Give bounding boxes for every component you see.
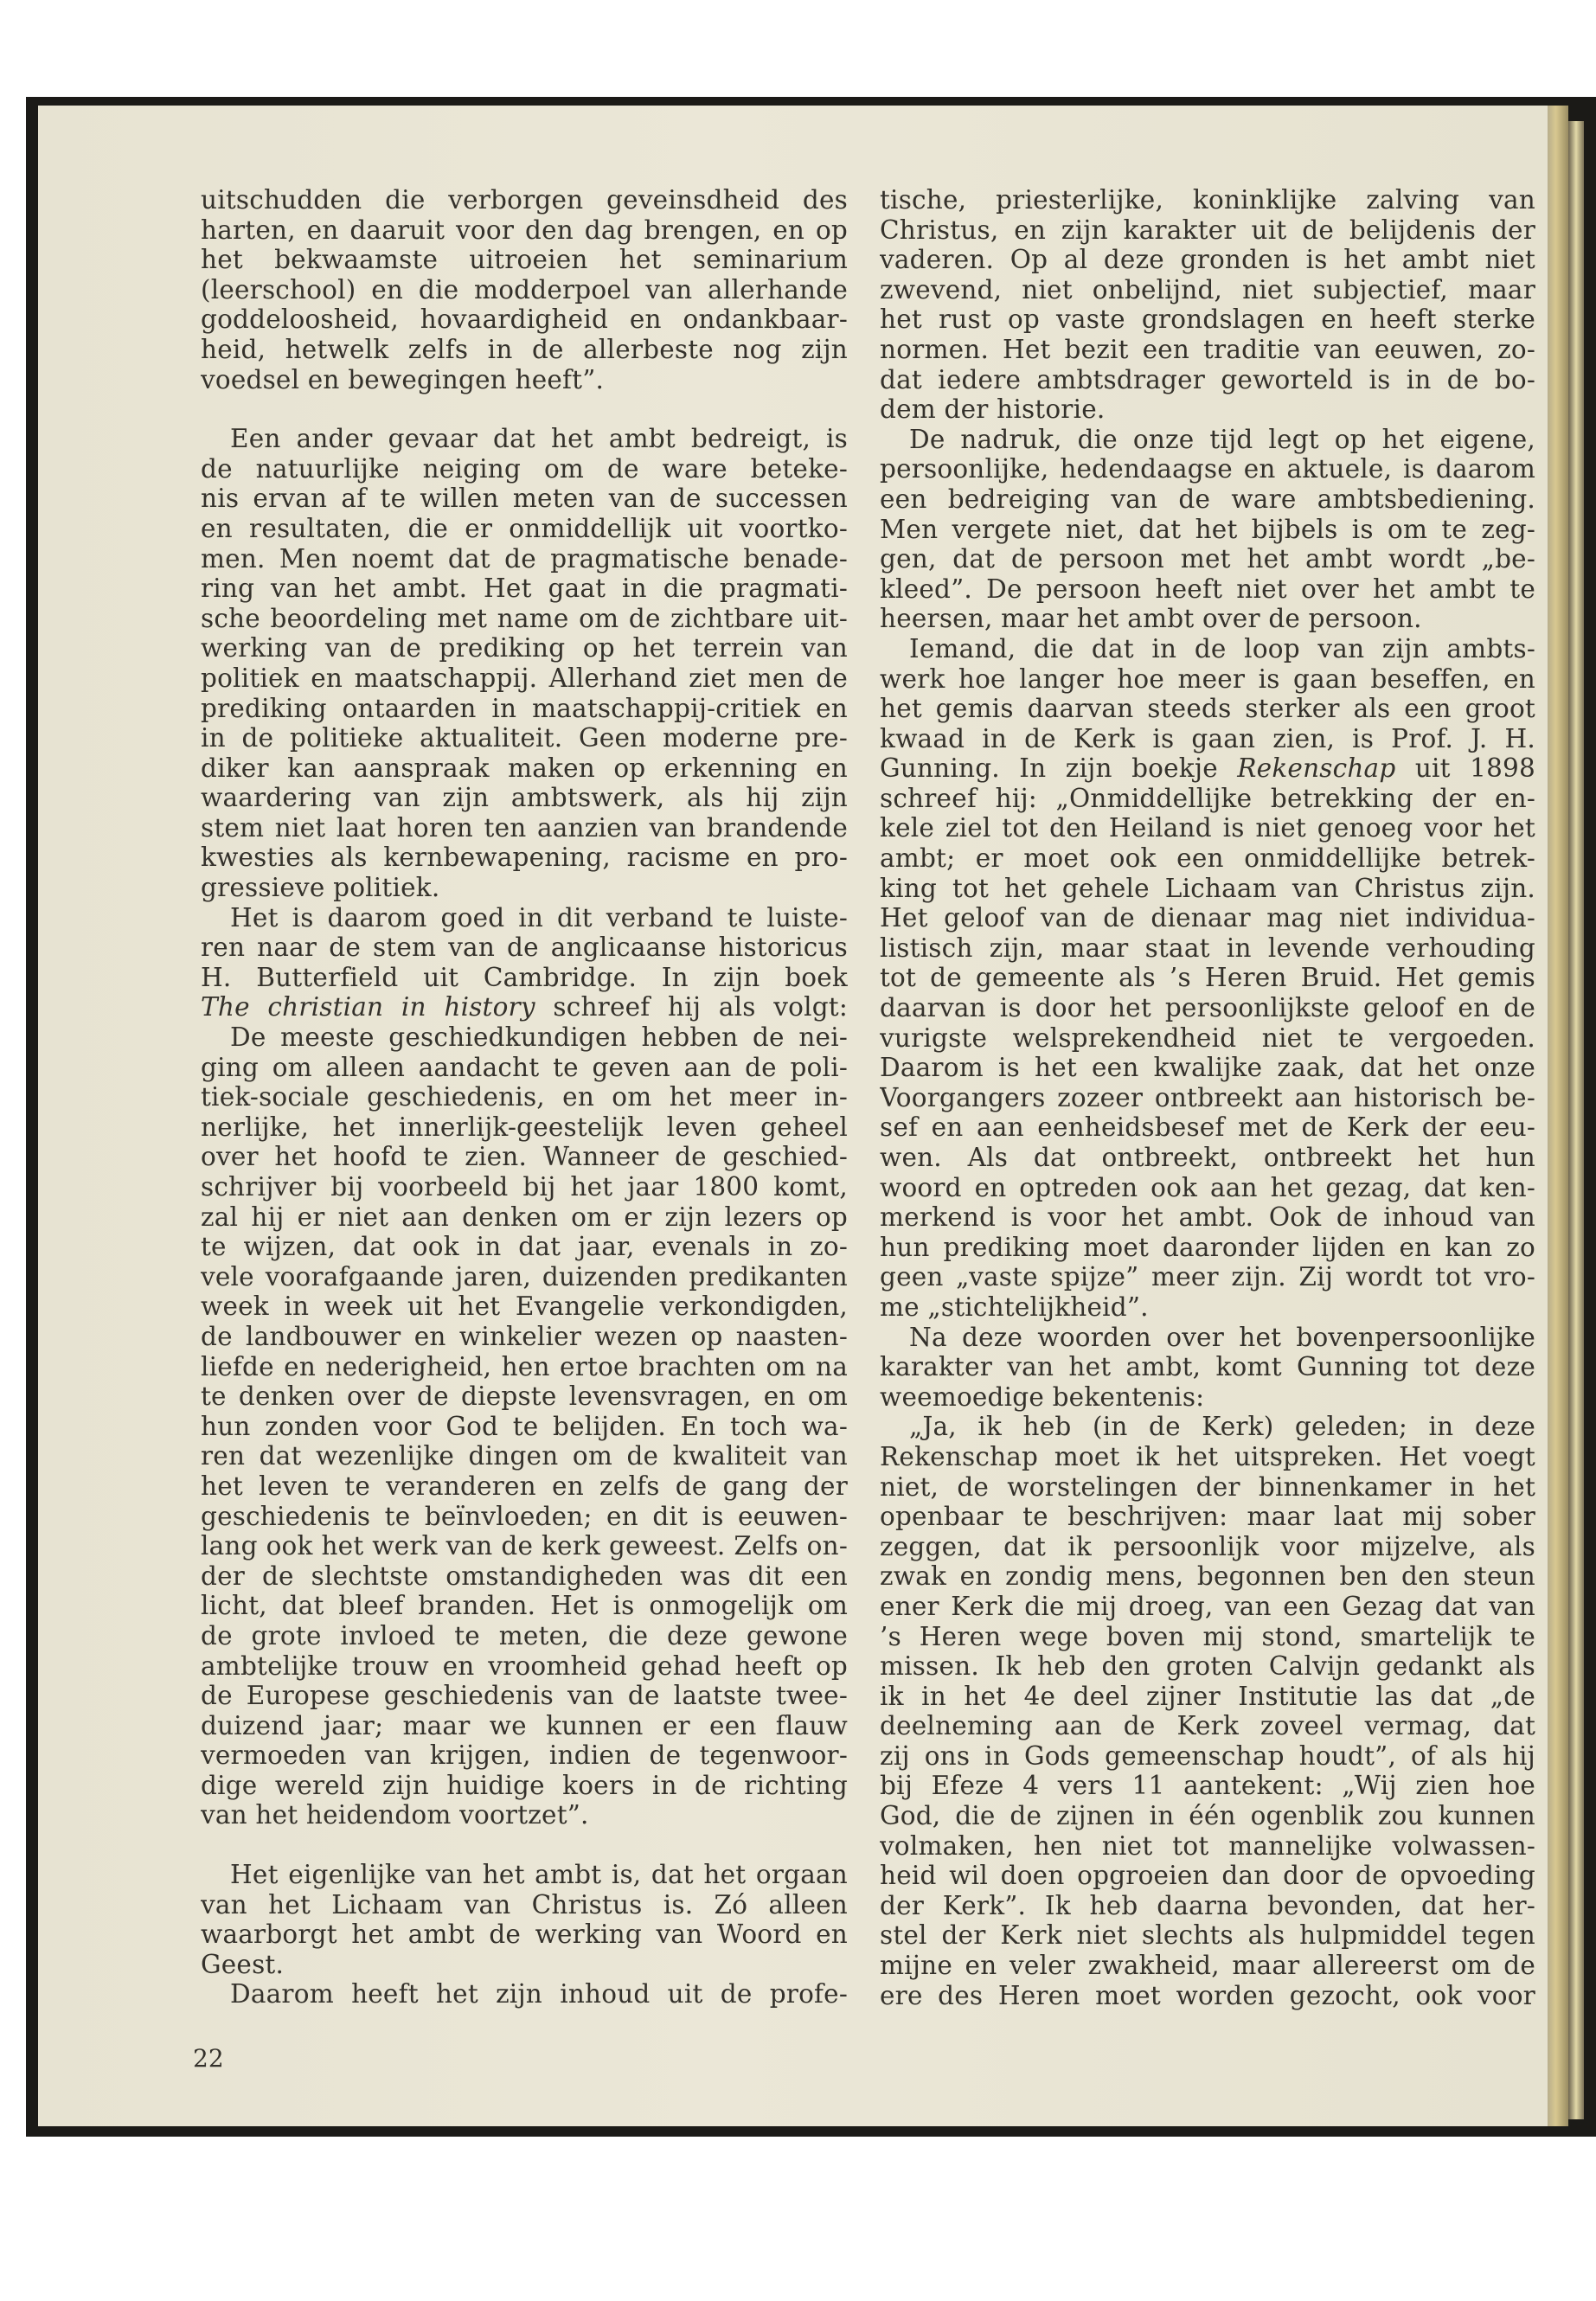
text-line: hun zonden voor God te belijden. En toch wa- (201, 1411, 848, 1441)
text-line: Het eigenlijke van het ambt is, dat het orgaan (230, 1860, 848, 1890)
text-line: (leerschool) en die modderpoel van allerhande (201, 274, 848, 304)
text-line: Men vergete niet, dat het bijbels is om te zeg- (880, 514, 1535, 544)
text-line: het leven te veranderen en zelfs de gang der (201, 1471, 848, 1501)
text-line: listisch zijn, maar staat in levende verhouding (880, 933, 1535, 963)
text-line: zeggen, dat ik persoonlijk voor mijzelve, als (880, 1531, 1535, 1561)
italic-title: Rekenschap (1237, 753, 1396, 784)
text-line: persoonlijke, hedendaagse en aktuele, is daarom (880, 454, 1535, 484)
text-line: ren naar de stem van de anglicaanse historicus (201, 933, 848, 963)
text-line: vele voorafgaande jaren, duizenden predikanten (201, 1261, 848, 1292)
paragraph-gap (201, 1830, 848, 1860)
text-line: van het heidendom voortzet”. (201, 1800, 589, 1830)
text-line: kleed”. De persoon heeft niet over het ambt te (880, 574, 1535, 604)
text-line: „Ja, ik heb (in de Kerk) geleden; in deze (909, 1412, 1535, 1442)
text-line: prediking ontaarden in maatschappij-critiek en (201, 693, 848, 723)
text-line: vurigste welsprekendheid niet te vergoeden. (880, 1022, 1535, 1053)
text-line: licht, dat bleef branden. Het is onmogelijk om (201, 1591, 848, 1621)
text-line: voedsel en bewegingen heeft”. (201, 364, 605, 394)
text-line: schreef hij: „Onmiddellijke betrekking der en- (880, 783, 1535, 813)
text-line: Het is daarom goed in dit verband te luiste- (230, 902, 848, 933)
text-line: zwevend, niet onbelijnd, niet subjectief, maar (880, 274, 1535, 304)
text-line: en resultaten, die er onmiddellijk uit voortko- (201, 513, 848, 543)
text-line: week in week uit het Evangelie verkondigden, (201, 1292, 848, 1322)
text-line: deelneming aan de Kerk zoveel vermag, dat (880, 1711, 1535, 1741)
text-line: lang ook het werk van de kerk geweest. Zelfs on- (201, 1531, 848, 1561)
text-line: de grote invloed te meten, die deze gewone (201, 1620, 848, 1650)
text-line: ren dat wezenlijke dingen om de kwaliteit van (201, 1441, 848, 1471)
paragraph-gap (201, 394, 848, 424)
text-line: uitschudden die verborgen geveinsdheid des (201, 185, 848, 215)
text-line: een bedreiging van de ware ambtsbediening. (880, 484, 1535, 514)
text-line: normen. Het bezit een traditie van eeuwen, zo- (880, 334, 1535, 364)
text-line: hun prediking moet daaronder lijden en kan zo (880, 1232, 1535, 1262)
text-line: politiek en maatschappij. Allerhand ziet men de (201, 663, 848, 693)
text-line: volmaken, hen niet tot mannelijke volwassen- (880, 1830, 1535, 1861)
text-line: het gemis daarvan steeds sterker als een groot (880, 694, 1535, 724)
text-line: werking van de prediking op het terrein van (201, 633, 848, 663)
text-line: de natuurlijke neiging om de ware beteke- (201, 453, 848, 484)
text-line: kwaad in de Kerk is gaan zien, is Prof. J. H. (880, 723, 1535, 753)
text-line: ging om alleen aandacht te geven aan de poli- (201, 1052, 848, 1082)
text-line: tische, priesterlijke, koninklijke zalving van (880, 185, 1535, 215)
text-line: nerlijke, het innerlijk-geestelijk leven geheel (201, 1112, 848, 1142)
text-line: Na deze woorden over het bovenpersoonlijke (909, 1322, 1535, 1352)
text-line: Christus, en zijn karakter uit de belijdenis der (880, 215, 1535, 245)
text-line: diker kan aanspraak maken op erkenning en (201, 753, 848, 783)
text-line: vermoeden van krijgen, indien de tegenwoor- (201, 1740, 848, 1771)
text-line: heid wil doen opgroeien dan door de opvoeding (880, 1861, 1535, 1891)
text-line: dat iedere ambtsdrager geworteld is in de bo- (880, 364, 1535, 394)
text-line: dige wereld zijn huidige koers in de richting (201, 1770, 848, 1800)
text-line: der de slechtste omstandigheden was dit een (201, 1561, 848, 1591)
text-line: daarvan is door het persoonlijkste geloof en de (880, 993, 1535, 1023)
text-line: bij Efeze 4 vers 11 aantekent: „Wij zien hoe (880, 1771, 1535, 1801)
text-line: zal hij er niet aan denken om er zijn lezers op (201, 1202, 848, 1232)
text-line: merkend is voor het ambt. Ook de inhoud van (880, 1202, 1535, 1233)
page-edge-shadow (1568, 121, 1584, 2119)
text-line: harten, en daaruit voor den dag brengen, en op (201, 215, 848, 245)
text-line: ik in het 4e deel zijner Institutie las dat „de (880, 1681, 1535, 1711)
text-line: kwesties als kernbewapening, racisme en pro- (201, 843, 848, 873)
text-line: ’s Heren wege boven mij stond, smartelijk te (880, 1621, 1535, 1651)
text-line: gen, dat de persoon met het ambt wordt „be- (880, 544, 1535, 574)
text-line: nis ervan af te willen meten van de successen (201, 484, 848, 514)
text-line: wen. Als dat ontbreekt, ontbreekt het hun (880, 1143, 1535, 1172)
text-line: vaderen. Op al deze gronden is het ambt niet (880, 245, 1535, 275)
text-line: Voorgangers zozeer ontbreekt aan historisch be- (880, 1082, 1535, 1112)
text-line: heersen, maar het ambt over de persoon. (880, 604, 1422, 634)
text-line: duizend jaar; maar we kunnen er een flauw (201, 1710, 848, 1740)
text-line: het rust op vaste grondslagen en heeft sterke (880, 304, 1535, 335)
right-text-column (880, 185, 1535, 2010)
text-line: sef en aan eenheidsbesef met de Kerk der eeu- (880, 1112, 1535, 1143)
text-line: me „stichtelijkheid”. (880, 1292, 1149, 1322)
text-line: stem niet laat horen ten aanzien van brandende (201, 812, 848, 843)
text-line: Een ander gevaar dat het ambt bedreigt, is (230, 424, 848, 454)
text-line: Gunning. In zijn boekje Rekenschap uit 1898 (880, 753, 1535, 784)
text-line: werk hoe langer hoe meer is gaan beseffen, en (880, 663, 1535, 694)
text-line: Daarom is het een kwalijke zaak, dat het onze (880, 1053, 1535, 1083)
text-line: God, die de zijnen in één ogenblik zou kunnen (880, 1801, 1535, 1831)
text-line: dem der historie. (880, 394, 1106, 425)
text-line: ambt; er moet ook een onmiddellijke betrek- (880, 843, 1535, 874)
text-line: heid, hetwelk zelfs in de allerbeste nog zijn (201, 334, 848, 364)
text-line: mijne en veler zwakheid, maar allereerst om de (880, 1951, 1535, 1981)
text-line: men. Men noemt dat de pragmatische benade- (201, 543, 848, 574)
text-line: karakter van het ambt, komt Gunning tot deze (880, 1352, 1535, 1382)
text-line: over het hoofd te zien. Wanneer de geschied- (201, 1142, 848, 1172)
text-line: stel der Kerk niet slechts als hulpmiddel tegen (880, 1920, 1535, 1951)
text-line: de Europese geschiedenis van de laatste twee- (201, 1681, 848, 1711)
text-line: te denken over de diepste levensvragen, en om (201, 1381, 848, 1412)
text-line: woord en optreden ook aan het gezag, dat ken- (880, 1172, 1535, 1202)
page-number: 22 (193, 2044, 224, 2073)
text-line: gressieve politiek. (201, 873, 440, 903)
text-line: Iemand, die dat in de loop van zijn ambts- (909, 633, 1535, 663)
text-line: goddeloosheid, hovaardigheid en ondankbaar- (201, 304, 848, 335)
text-line: openbaar te beschrijven: maar laat mij sober (880, 1502, 1535, 1532)
left-text-column (201, 185, 848, 2009)
text-line: ere des Heren moet worden gezocht, ook voor (880, 1980, 1535, 2010)
text-line: geen „vaste spijze” meer zijn. Zij wordt tot vro- (880, 1262, 1535, 1292)
text-line: tot de gemeente als ’s Heren Bruid. Het gemis (880, 963, 1535, 993)
text-line: Rekenschap moet ik het uitspreken. Het voegt (880, 1441, 1535, 1471)
text-line: de landbouwer en winkelier wezen op naasten- (201, 1321, 848, 1351)
text-line: weemoedige bekentenis: (880, 1381, 1205, 1412)
text-line: geschiedenis te beïnvloeden; en dit is eeuwen- (201, 1501, 848, 1531)
text-line: schrijver bij voorbeeld bij het jaar 1800 komt, (201, 1172, 848, 1202)
text-line: in de politieke aktualiteit. Geen moderne pre- (201, 723, 848, 753)
text-line: ring van het ambt. Het gaat in die pragmati- (201, 574, 848, 604)
text-line: The christian in history schreef hij als volgt: (201, 992, 848, 1022)
text-line: tiek-sociale geschiedenis, en om het meer in- (201, 1082, 848, 1112)
text-line: king tot het gehele Lichaam van Christus zijn. (880, 873, 1535, 903)
italic-title: The christian in history (201, 992, 535, 1022)
text-line: Daarom heeft het zijn inhoud uit de profe- (230, 1979, 848, 2009)
text-line: Geest. (201, 1949, 285, 1979)
text-line: waarborgt het ambt de werking van Woord en (201, 1920, 848, 1950)
text-line: te wijzen, dat ook in dat jaar, evenals in zo- (201, 1232, 848, 1262)
text-line: liefde en nederigheid, hen ertoe brachten om na (201, 1351, 848, 1381)
text-line: ener Kerk die mij droeg, van een Gezag dat van (880, 1591, 1535, 1621)
text-line: het bekwaamste uitroeien het seminarium (201, 245, 848, 275)
text-line: kele ziel tot den Heiland is niet genoeg voor het (880, 813, 1535, 843)
text-line: H. Butterfield uit Cambridge. In zijn boek (201, 962, 848, 992)
text-line: De nadruk, die onze tijd legt op het eigene, (909, 424, 1535, 454)
text-line: De meeste geschiedkundigen hebben de nei- (230, 1022, 848, 1053)
page-edge (1548, 106, 1568, 2126)
text-line: niet, de worstelingen der binnenkamer in het (880, 1471, 1535, 1502)
text-line: sche beoordeling met name om de zichtbare uit- (201, 603, 848, 633)
text-line: missen. Ik heb den groten Calvijn gedankt als (880, 1651, 1535, 1682)
text-line: Het geloof van de dienaar mag niet individua- (880, 903, 1535, 933)
text-line: zwak en zondig mens, begonnen ben den steun (880, 1561, 1535, 1592)
text-line: zij ons in Gods gemeenschap houdt”, of als hij (880, 1740, 1535, 1771)
text-line: waardering van zijn ambtswerk, als hij zijn (201, 783, 848, 813)
text-line: der Kerk”. Ik heb daarna bevonden, dat her- (880, 1890, 1535, 1920)
text-line: van het Lichaam van Christus is. Zó alleen (201, 1889, 848, 1920)
text-line: ambtelijke trouw en vroomheid gehad heeft op (201, 1650, 848, 1681)
